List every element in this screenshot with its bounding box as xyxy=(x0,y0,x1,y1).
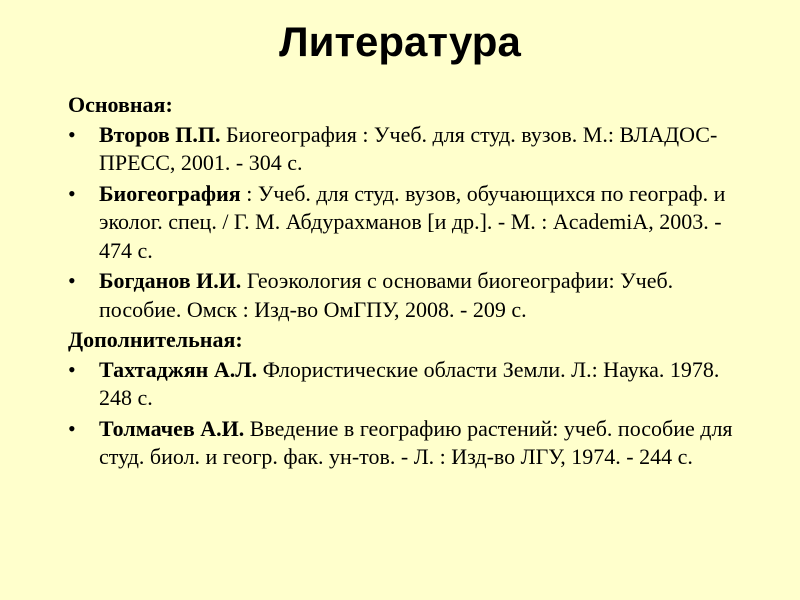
reference-author: Толмачев А.И. xyxy=(99,415,245,441)
section-label-extra: Дополнительная: xyxy=(68,327,243,352)
bullet-icon: • xyxy=(68,415,76,441)
page-title: Литература xyxy=(279,18,521,65)
reference-author: Тахтаджян А.Л. xyxy=(99,356,258,382)
bullet-icon: • xyxy=(68,268,76,293)
reference-text: Геоэкология с основами биогеографии: Учеб. пособие. Омск : Изд-во ОмГПУ, 2008. - 209 с. xyxy=(99,268,674,322)
reference-item xyxy=(68,121,748,178)
reference-text: : Учеб. для студ. вузов, обучающихся по географ. и эколог. спец. / Г. М. Абдурахманов [и др.]. - М. : AcademiA, 2003. - 474 с. xyxy=(99,180,726,263)
reference-author: Богданов И.И. xyxy=(99,268,242,293)
reference-text: Биогеография : Учеб. для студ. вузов. М.: ВЛАДОС-ПРЕСС, 2001. - 304 с. xyxy=(99,121,718,175)
reference-text: Введение в географию растений: учеб. пособие для студ. биол. и геогр. фак. ун-тов. - Л. : Изд-во ЛГУ, 1974. - 244 с. xyxy=(99,415,733,469)
reference-text: Флористические области Земли. Л.: Наука. 1978. 248 с. xyxy=(99,356,720,410)
reference-item xyxy=(68,180,748,266)
section-label-basic: Основная: xyxy=(68,92,173,117)
reference-item xyxy=(68,267,748,324)
bullet-icon: • xyxy=(68,121,76,147)
reference-list xyxy=(68,91,748,474)
reference-author: Второв П.П. xyxy=(99,121,221,147)
bullet-icon: • xyxy=(68,356,76,382)
reference-item xyxy=(68,356,748,413)
reference-author: Биогеография xyxy=(99,180,241,206)
extra-references xyxy=(68,356,748,472)
reference-item xyxy=(68,415,748,472)
bullet-icon: • xyxy=(68,180,76,206)
basic-references xyxy=(68,121,748,325)
